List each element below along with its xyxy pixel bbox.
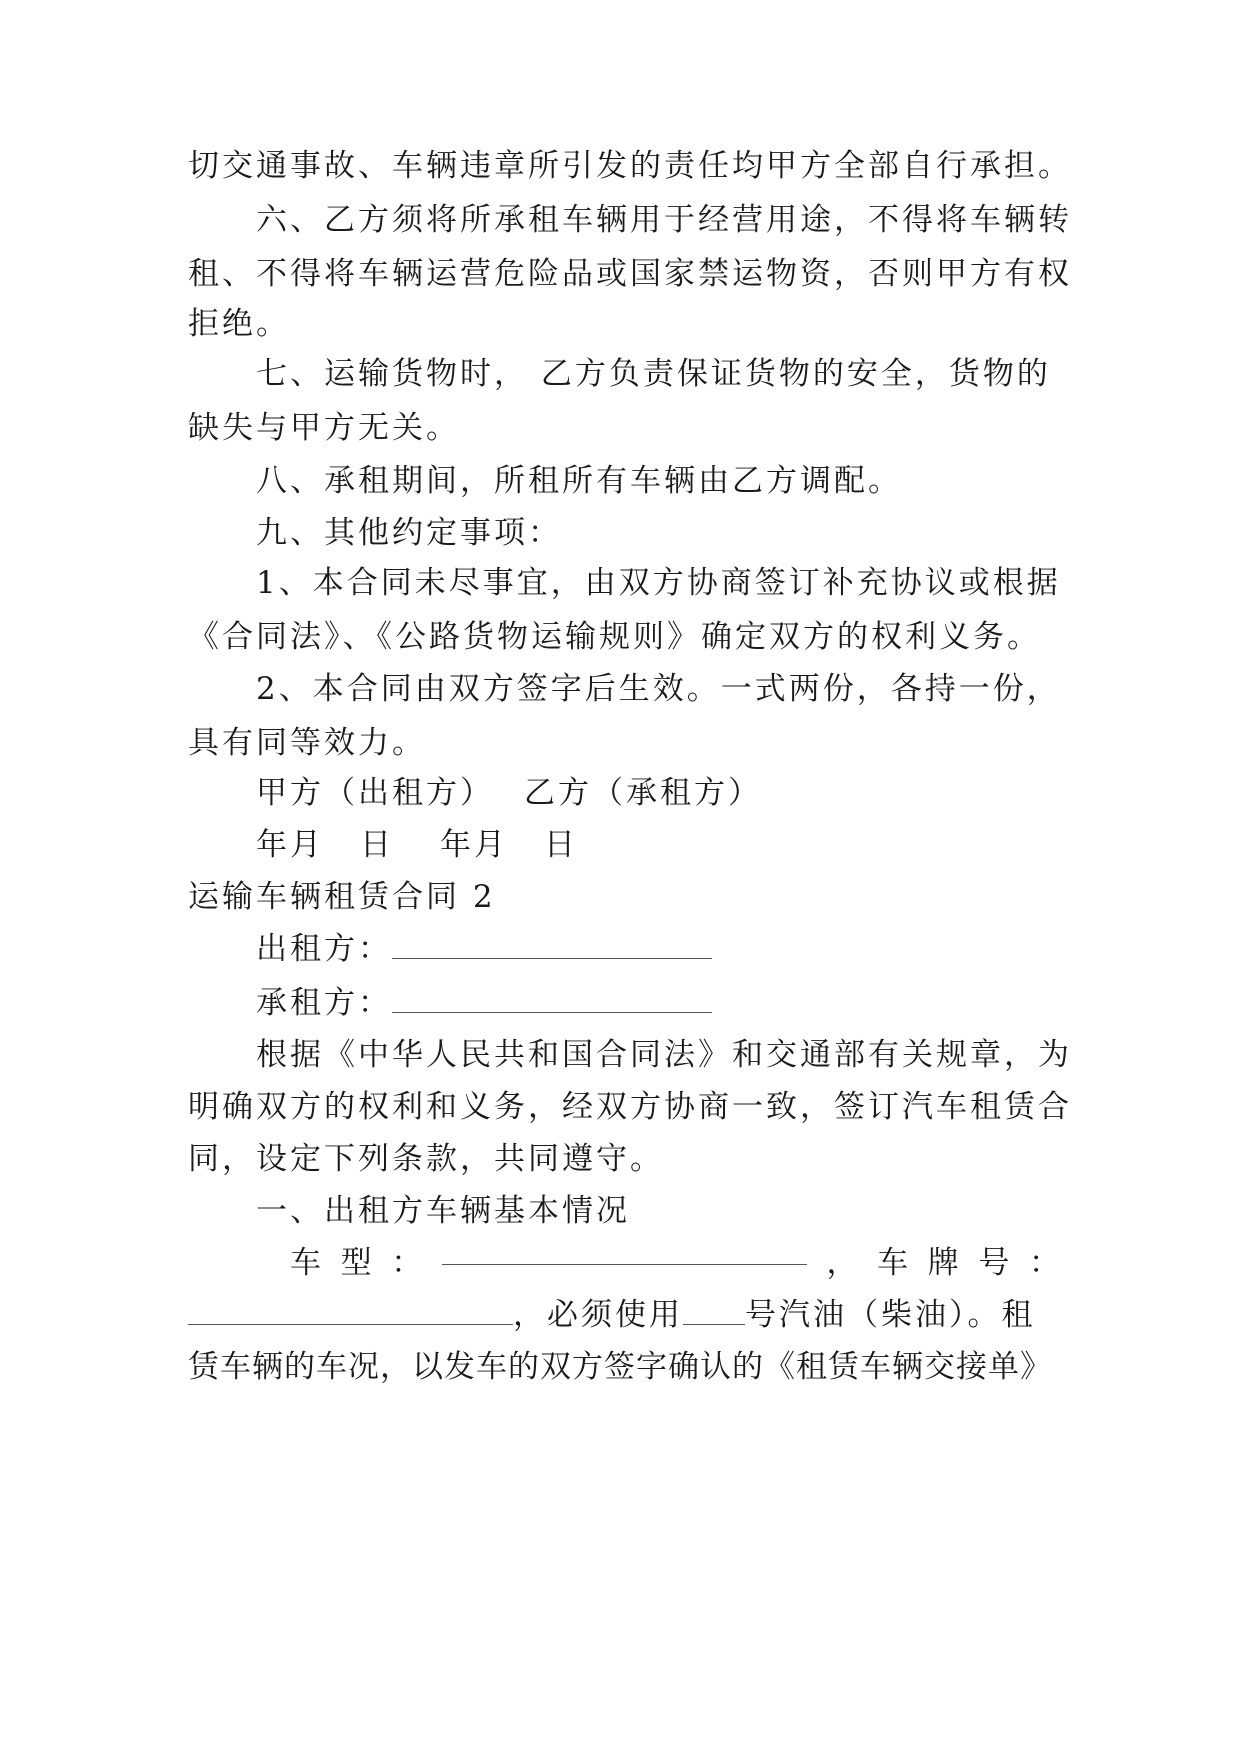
clause-nine: 九、其他约定事项： [256, 515, 562, 551]
preamble-line: 明确双方的权利和义务，经双方协商一致，签订汽车租赁合 [188, 1089, 1072, 1125]
paragraph-line: 拒绝。 [188, 306, 290, 342]
signature-dates [256, 816, 1136, 874]
lessor-field [256, 920, 1136, 978]
lessee-label: 承租方： [256, 985, 392, 1021]
plate-number-blank [188, 1294, 513, 1325]
preamble-line: 同，设定下列条款，共同遵守。 [188, 1141, 664, 1177]
vehicle-info-line [290, 1234, 1060, 1292]
vehicle-type-char: 型 [340, 1245, 372, 1281]
signature-parties [256, 764, 1136, 822]
fuel-grade-blank [683, 1294, 745, 1325]
paragraph-line: 赁车辆的车况，以发车的双方签字确认的《租赁车辆交接单》 [188, 1349, 1052, 1385]
section-one-title: 一、出租方车辆基本情况 [256, 1193, 630, 1229]
clause-six: 六、乙方须将所承租车辆用于经营用途，不得将车辆转 [256, 202, 1072, 238]
date-party-b-year-month: 年月 [440, 827, 508, 863]
preamble-line: 根据《中华人民共和国合同法》和交通部有关规章，为 [256, 1037, 1072, 1073]
date-party-b-day: 日 [544, 827, 578, 863]
plate-char: 号 [978, 1245, 1010, 1281]
vehicle-type-char: ： [391, 1245, 423, 1281]
paragraph-line: 切交通事故、车辆违章所引发的责任均甲方全部自行承担。 [188, 148, 1072, 184]
vehicle-type-char: 车 [290, 1245, 321, 1281]
lessee-blank [392, 982, 712, 1013]
plate-char: 车 [877, 1245, 909, 1281]
date-party-a-day: 日 [360, 827, 394, 863]
sub-clause-two: 2、本合同由双方签字后生效。一式两份，各持一份， [256, 671, 1061, 707]
vehicle-type-blank [442, 1234, 807, 1265]
vehicle-comma: ， [826, 1245, 858, 1281]
contract-title: 运输车辆租赁合同 2 [188, 879, 496, 915]
lessor-blank [392, 928, 712, 959]
paragraph-line: 《合同法》、《公路货物运输规则》确定双方的权利义务。 [188, 619, 1041, 655]
lessor-label: 出租方： [256, 931, 392, 967]
paragraph-line: 具有同等效力。 [188, 725, 426, 761]
fuel-text-1: ，必须使用 [513, 1297, 683, 1333]
date-party-a-year-month: 年月 [256, 827, 324, 863]
party-b-label: 乙方（承租方） [524, 775, 762, 811]
fuel-text-2: 号汽油（柴油）。租 [745, 1297, 1036, 1333]
paragraph-line: 缺失与甲方无关。 [188, 410, 460, 446]
clause-seven: 七、运输货物时， 乙方负责保证货物的安全，货物的 [256, 356, 1051, 392]
fuel-line [188, 1286, 1068, 1344]
party-a-label: 甲方（出租方） [256, 775, 494, 811]
plate-char: 牌 [927, 1245, 959, 1281]
paragraph-line: 租、不得将车辆运营危险品或国家禁运物资，否则甲方有权 [188, 256, 1072, 292]
clause-eight: 八、承租期间，所租所有车辆由乙方调配。 [256, 463, 902, 499]
lessee-field [256, 974, 1136, 1032]
sub-clause-one: 1、本合同未尽事宜，由双方协商签订补充协议或根据 [256, 565, 1061, 601]
plate-char: ： [1029, 1245, 1060, 1281]
